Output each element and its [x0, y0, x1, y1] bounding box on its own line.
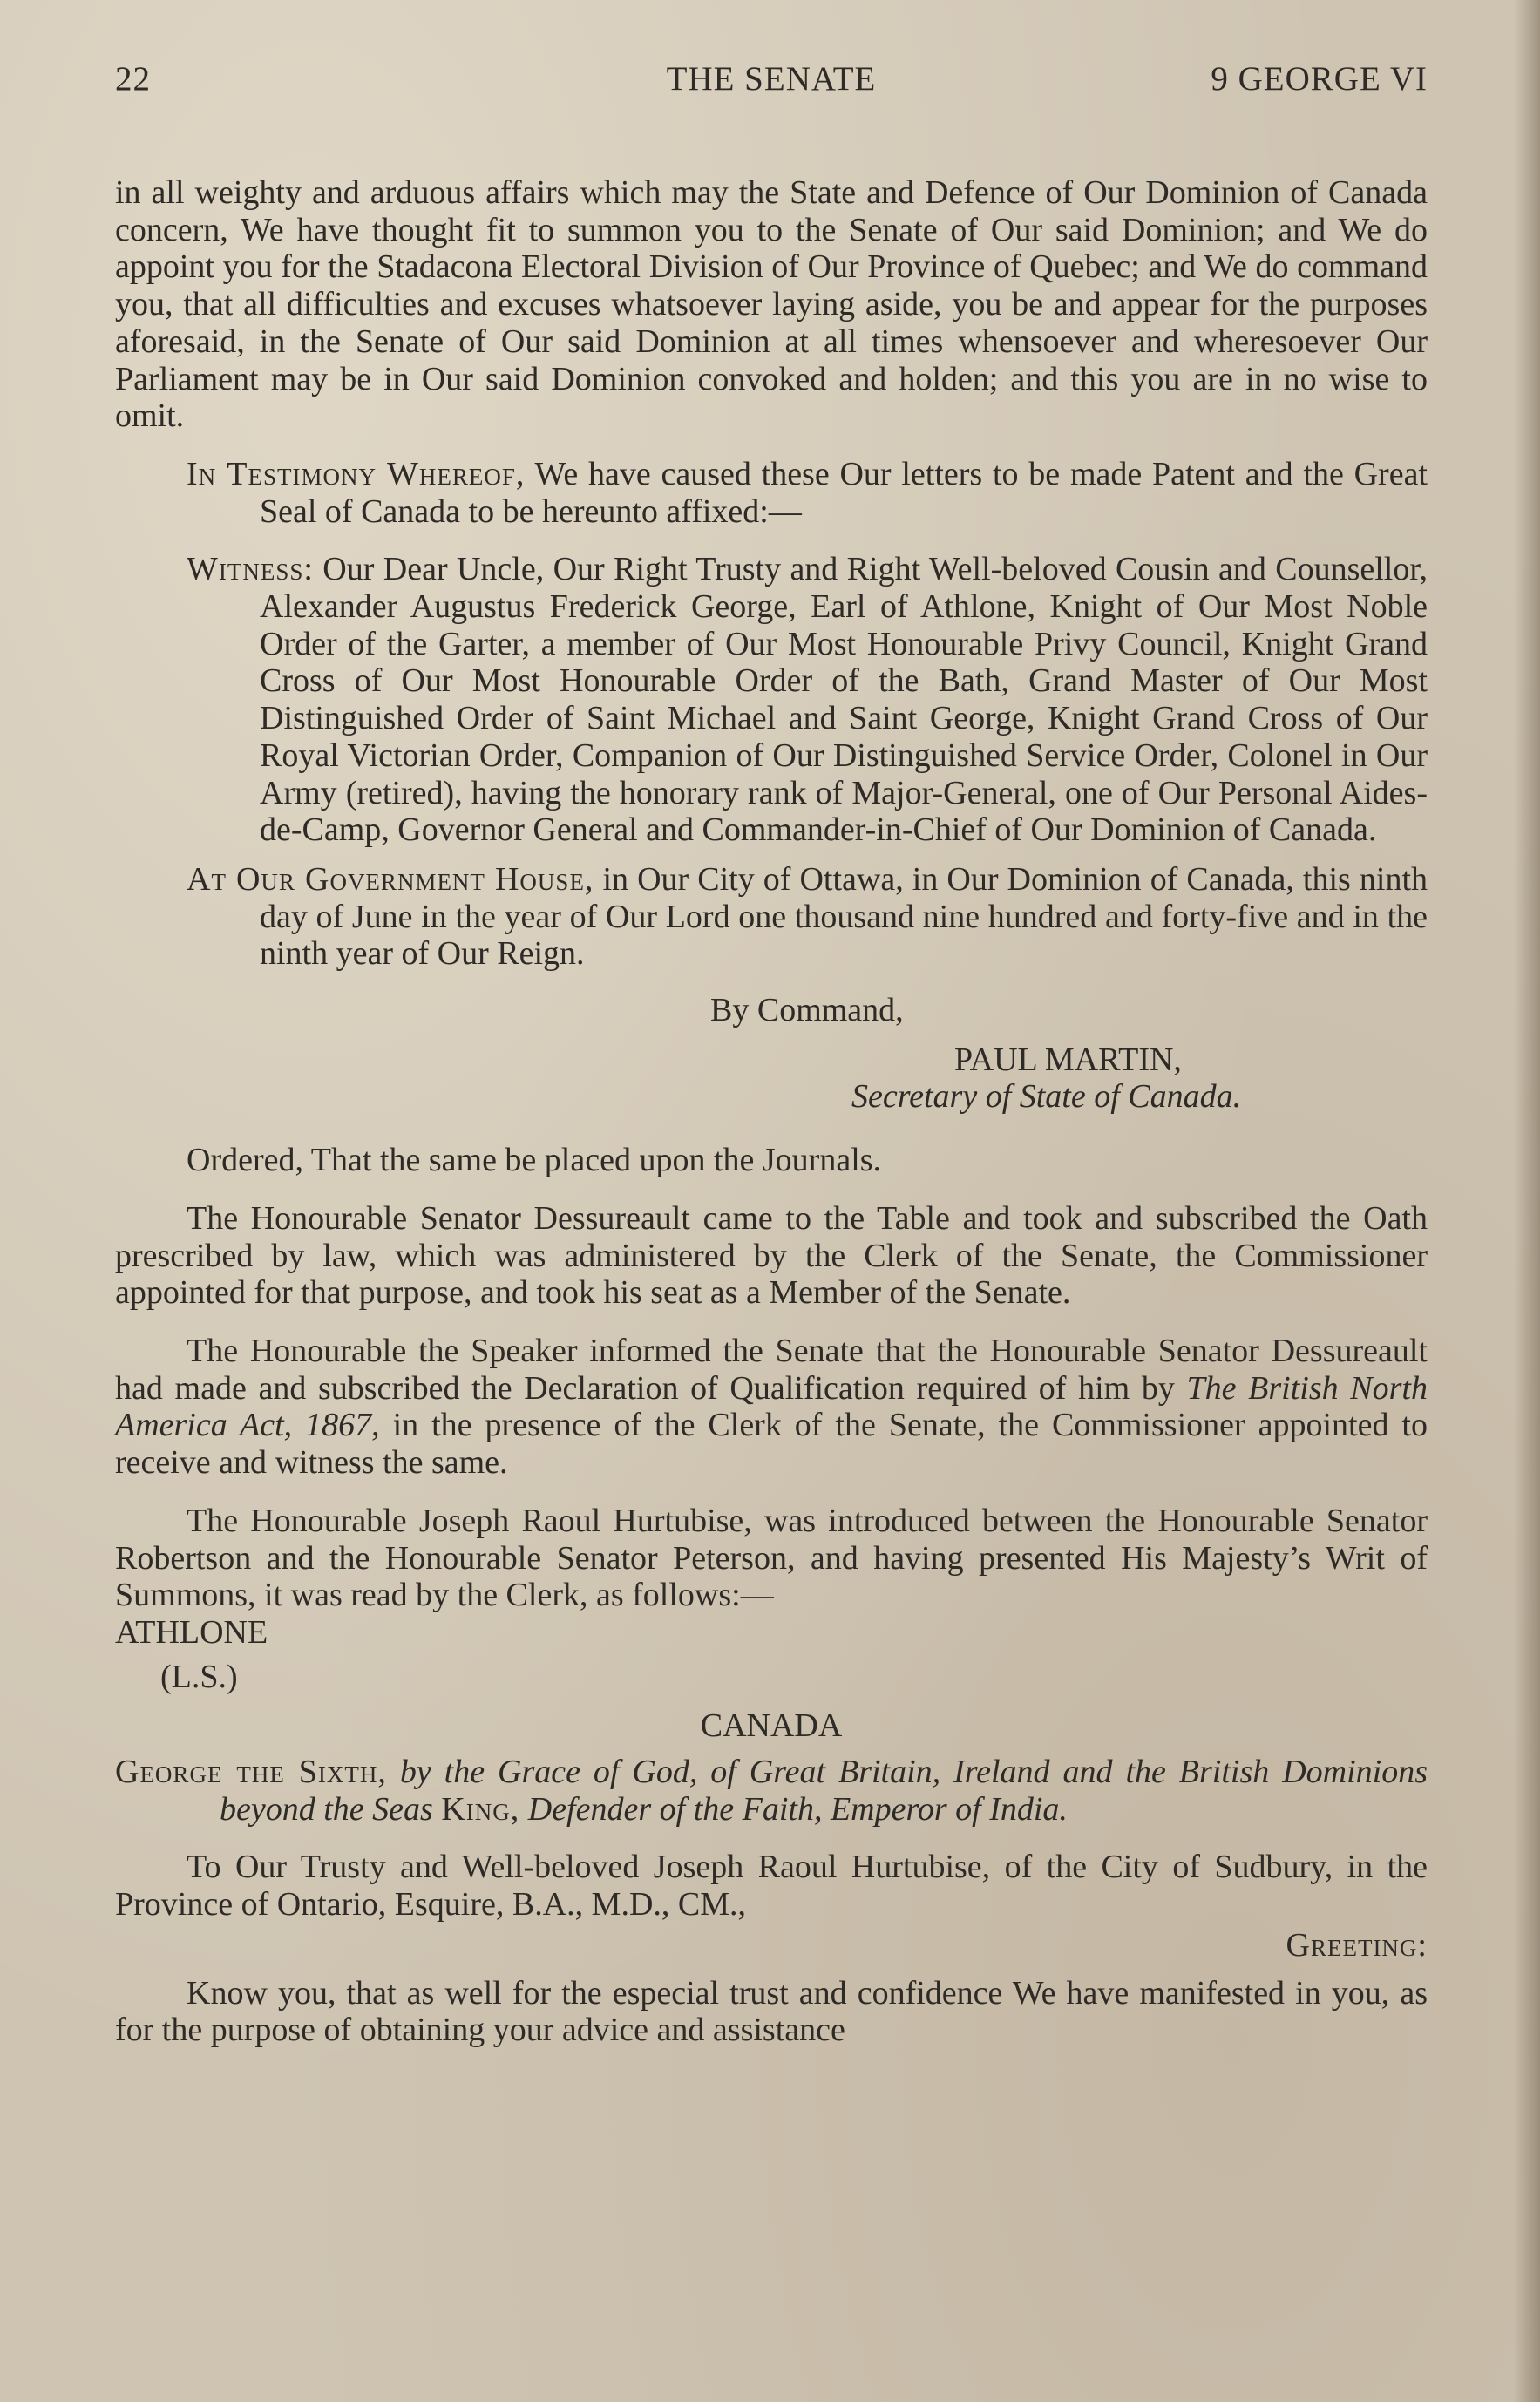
government-house-paragraph [115, 861, 1428, 973]
george-paragraph [115, 1754, 1428, 1828]
canada-heading: CANADA [700, 1707, 843, 1745]
witness-paragraph [115, 551, 1428, 849]
ordered-paragraph: Ordered, That the same be placed upon the Journals. [187, 1142, 882, 1179]
speaker-text-a: The Honourable the Speaker informed the Senate that the Honourable Senator Dessureault had made and subscribed the Declaration of Qualification required of him by [115, 1332, 1428, 1407]
act-title: The British North America Act, 1867 [115, 1369, 1428, 1444]
government-house-lead: At Our Government House, [187, 860, 594, 898]
know-paragraph: Know you, that as well for the especial trust and confidence We have manifested in you, as for the purpose of obtaining your advice and assistance [115, 1974, 1428, 2049]
testimony-lead: In Testimony Whereof, [187, 455, 526, 492]
george-lead: George the Sixth, [115, 1754, 387, 1791]
george-king: King, [441, 1790, 520, 1828]
page-number: 22 [115, 60, 151, 98]
signatory-name: PAUL MARTIN, [954, 1041, 1182, 1078]
trusty-paragraph: To Our Trusty and Well-beloved Joseph Raoul Hurtubise, of the City of Sudbury, in the Province of Ontario, Esquire, B.A., M.D., CM., [115, 1849, 1428, 1924]
government-house-text: in Our City of Ottawa, in Our Dominion of Canada, this ninth day of June in the year of Our Lord one thousand nine hundred and forty-five and in the ninth year of Our Reign. [260, 860, 1428, 973]
seal-mark: (L.S.) [160, 1658, 238, 1695]
by-command: By Command, [710, 992, 904, 1029]
witness-text: Our Dear Uncle, Our Right Trusty and Right Well-beloved Cousin and Counsellor, Alexander Augustus Frederick George, Earl of Athlone, Knight of Our Most Noble Order of the Garter, a member of Our Most Honourable Privy Council, Knight Grand Cross of Our Most Honourable Order of the Bath, Grand Master of Our Most Distinguished Order of Saint Michael and Saint George, Knight Grand Cross of Our Royal Victorian Order, Companion of Our Distinguished Service Order, Colonel in Our Army (retired), having the honorary rank of Major-General, one of Our Personal Aides-de-Camp, Governor General and Commander-in-Chief of Our Dominion of Canada. [260, 551, 1428, 849]
paragraph-continuation: in all weighty and arduous affairs which may the State and Defence of Our Dominion of Canada concern, We have thought fit to summon you to the Senate of Our said Dominion; and We do appoint you for the Stadacona Electoral Division of Our Province of Quebec; and We do command you, that all difficulties and excuses whatsoever laying aside, you be and appear for the purposes aforesaid, in the Senate of Our said Dominion at all times whensoever and wheresoever Our Parliament may be in Our said Dominion convoked and holden; and this you are in no wise to omit. [115, 174, 1428, 435]
page-body [115, 174, 1428, 2049]
header-title: THE SENATE [666, 60, 877, 98]
hurtubise-paragraph: The Honourable Joseph Raoul Hurtubise, was introduced between the Honourable Senator Robertson and the Honourable Senator Peterson, and having presented His Majesty’s Writ of Summons, it was read by the Clerk, as follows:— [115, 1502, 1428, 1614]
witness-lead: Witness: [187, 551, 314, 588]
signatory-title: Secretary of State of Canada. [851, 1078, 1242, 1116]
speaker-text-b: , in the presence of the Clerk of the Senate, the Commissioner appointed to receive and witness the same. [115, 1407, 1428, 1482]
george-text-b: Defender of the Faith, Emperor of India. [519, 1790, 1068, 1828]
testimony-paragraph [115, 456, 1428, 530]
oath-paragraph: The Honourable Senator Dessureault came to the Table and took and subscribed the Oath prescribed by law, which was administered by the Clerk of the Senate, the Commissioner appointed for that purpose, and took his seat as a Member of the Senate. [115, 1199, 1428, 1312]
header-reign: 9 GEORGE VI [1211, 60, 1428, 98]
page-edge-shadow [1514, 0, 1540, 2402]
running-header [115, 59, 1428, 112]
george-text-a: by the Grace of God, of Great Britain, Ireland and the British Dominions beyond the Seas [220, 1754, 1428, 1828]
athlone-signature: ATHLONE [115, 1613, 268, 1651]
testimony-text: We have caused these Our letters to be made Patent and the Great Seal of Canada to be hereunto affixed:— [260, 455, 1428, 530]
speaker-paragraph [115, 1333, 1428, 1482]
greeting: Greeting: [1286, 1926, 1428, 1964]
